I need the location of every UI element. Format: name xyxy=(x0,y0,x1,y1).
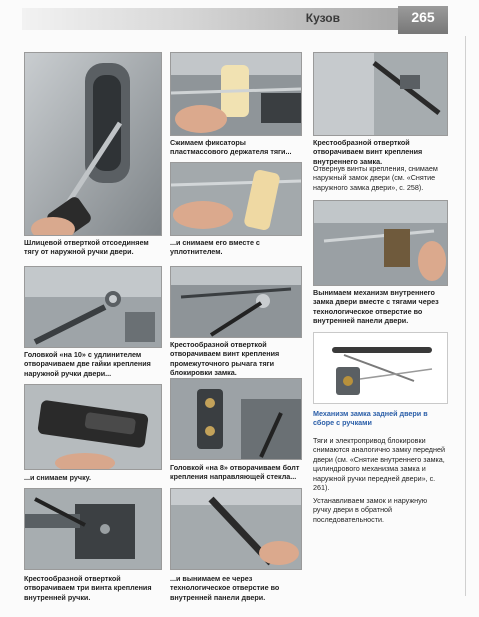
body-text-2: Тяги и электропривод блокировки снимаются аналогично замку передней двери (см. «Снятие внутреннего замка, цилиндрового механизма замка и наружной ручки передней двери», с. 261). xyxy=(313,436,445,493)
photo-rear-door-lock-assembly xyxy=(313,332,448,404)
caption-1: Шлицевой отверткой отсоединяем тягу от наружной ручки двери. xyxy=(24,238,149,257)
caption-2: Головкой «на 10» с удлинителем отворачиваем две гайки крепления наружной ручки двери... xyxy=(24,350,151,378)
header-bar xyxy=(22,8,398,30)
photo-screwdriver-rod xyxy=(24,52,162,236)
photo-rod-holder-latches xyxy=(170,52,302,136)
caption-8: Головкой «на 8» отворачиваем болт крепления направляющей стекла... xyxy=(170,463,300,482)
body-text-3: Устанавливаем замок и наружную ручку двери в обратной последовательности. xyxy=(313,496,428,524)
photo-holder-removed xyxy=(170,162,302,236)
page-edge-line xyxy=(465,36,466,596)
caption-5: Сжимаем фиксаторы пластмассового держателя тяги... xyxy=(170,138,292,157)
photo-lever-screw xyxy=(170,266,302,338)
body-text-1: Отвернув винты крепления, снимаем наружный замок двери (см. «Снятие наружного замка двери», с. 258). xyxy=(313,164,438,192)
caption-7: Крестообразной отверткой отворачиваем винт крепления промежуточного рычага тяги блокировки замка. xyxy=(170,340,280,378)
section-title: Кузов xyxy=(305,11,340,25)
caption-11: Вынимаем механизм внутреннего замка двери вместе с тягами через технологическое отверстие во внутренней панели двери. xyxy=(313,288,439,326)
photo-inner-lock-screw xyxy=(313,52,448,136)
photo-removed-handle xyxy=(24,384,162,470)
photo-glass-guide-removal xyxy=(170,488,302,570)
caption-10: Крестообразной отверткой отворачиваем винт крепления внутреннего замка. xyxy=(313,138,423,166)
photo-glass-guide-bolt xyxy=(170,378,302,460)
caption-3: ...и снимаем ручку. xyxy=(24,473,92,482)
caption-6: ...и снимаем его вместе с уплотнителем. xyxy=(170,238,260,257)
caption-9: ...и вынимаем ее через технологическое отверстие во внутренней панели двери. xyxy=(170,574,280,602)
photo-handle-nuts xyxy=(24,266,162,348)
photo-inner-handle-screws xyxy=(24,488,162,570)
figure-caption: Механизм замка задней двери в сборе с ручками xyxy=(313,409,428,428)
page-number: 265 xyxy=(411,9,435,25)
caption-4: Крестообразной отверткой отворачиваем три винта крепления внутренней ручки. xyxy=(24,574,152,602)
photo-lock-mechanism-removal xyxy=(313,200,448,286)
